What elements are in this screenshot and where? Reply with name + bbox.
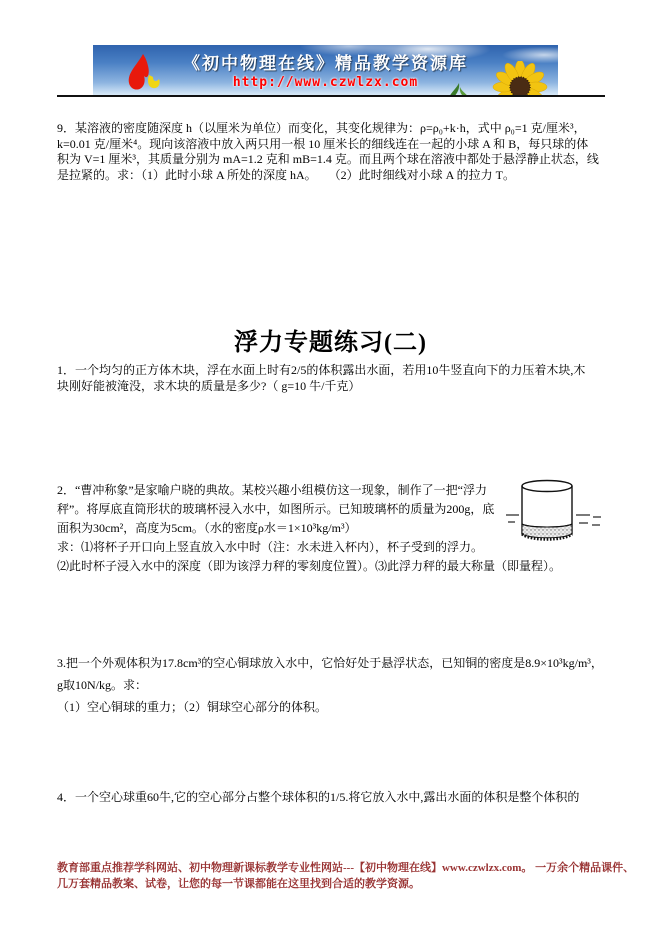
footer-line: 教育部重点推荐学科网站、初中物理新课标教学专业性网站---【初中物理在线】www.czwlzx.com。 一万余个精品课件、 — [57, 862, 635, 874]
problem-4-text — [57, 789, 613, 805]
text-line: 1．一个均匀的正方体木块，浮在水面上时有2/5的体积露出水面，若用10牛竖直向下的力压着木块,木 — [57, 363, 586, 377]
site-banner — [93, 45, 558, 95]
text-line: （1）空心铜球的重力；（2）铜球空心部分的体积。 — [57, 700, 328, 714]
glass-cup-figure — [506, 477, 602, 549]
site-footer — [57, 860, 635, 892]
green-plant-icon — [446, 81, 472, 95]
footer-line: 几万套精品教案、试卷，让您的每一节课都能在这里找到合适的教学资源。 — [57, 878, 420, 890]
banner-site-url[interactable]: http://www.czwlzx.com — [232, 75, 419, 90]
sunflower-icon — [486, 61, 550, 95]
text-line: 求：⑴将杯子开口向上竖直放入水中时（注：水未进入杯内），杯子受到的浮力。 — [57, 540, 484, 554]
text-line: 秤”。将厚底直筒形状的玻璃杯浸入水中，如图所示。已知玻璃杯的质量为200g，底 — [57, 502, 495, 516]
problem-3-text — [57, 652, 613, 718]
header-divider-line — [57, 95, 605, 97]
text-line: 是拉紧的。求：（1）此时小球 A 所处的深度 hA。 （2）此时细线对小球 A 的拉力 T。 — [57, 167, 516, 182]
text-line: g取10N/kg。求： — [57, 678, 148, 692]
banner-site-title: 《初中物理在线》精品教学资源库 — [183, 54, 468, 73]
text-line: 积为 V=1 厘米³，其质量分别为 mA=1.2 克和 mB=1.4 克。而且两个球在溶液中都处于悬浮静止状态，线 — [57, 152, 599, 166]
text-line: 块刚好能被淹没，求木块的质量是多少?（ g=10 牛/千克） — [57, 379, 361, 393]
text-line: 3.把一个外观体积为17.8cm³的空心铜球放入水中，它恰好处于悬浮状态，已知铜的密度是8.9×10³kg/m³， — [57, 656, 603, 670]
text-line: 2．“曹冲称象”是家喻户晓的典故。某校兴趣小组模仿这一现象，制作了一把“浮力 — [57, 483, 487, 497]
text-line: ⑵此时杯子浸入水中的深度（即为该浮力秤的零刻度位置）。⑶此浮力秤的最大称量（即量程）。 — [57, 559, 562, 573]
problem-9-text — [57, 121, 613, 183]
problem-1-text — [57, 362, 613, 394]
text-line: 9．某溶液的密度随深度 h（以厘米为单位）而变化，其变化规律为：ρ=ρ₀+k·h，式中 ρ₀=1 克/厘米³， — [57, 121, 586, 135]
text-line: k=0.01 克/厘米⁴。现向该溶液中放入两只用一根 10 厘米长的细线连在一起的小球 A 和 B，每只球的体 — [57, 136, 589, 151]
text-line: 4．一个空心球重60牛,它的空心部分占整个球体积的1/5.将它放入水中,露出水面的体积是整个体积的 — [57, 790, 580, 804]
worksheet-title: 浮力专题练习(二) — [234, 330, 427, 356]
text-line: 面积为30cm²，高度为5cm。（水的密度ρ水＝1×10³kg/m³） — [57, 521, 357, 535]
